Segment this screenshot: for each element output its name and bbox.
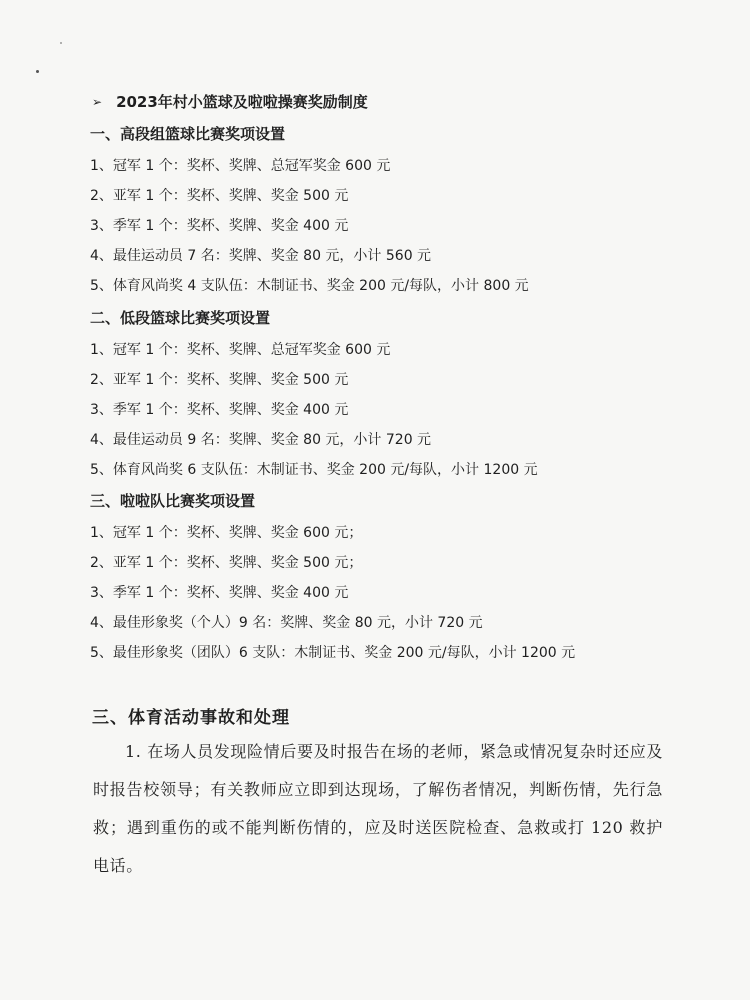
- list-item: 4、最佳运动员 9 名：奖牌、奖金 80 元，小计 720 元: [90, 432, 432, 448]
- list-item: 4、最佳运动员 7 名：奖牌、奖金 80 元，小计 560 元: [90, 248, 432, 264]
- list-item: 5、体育风尚奖 4 支队伍：木制证书、奖金 200 元/每队，小计 800 元: [90, 278, 529, 294]
- award-list: [90, 518, 710, 668]
- list-item: 2、亚军 1 个：奖杯、奖牌、奖金 500 元；: [90, 555, 363, 571]
- list-item: 4、最佳形象奖（个人）9 名：奖牌、奖金 80 元，小计 720 元: [90, 615, 483, 631]
- scan-speck: [60, 42, 62, 44]
- document-title: [92, 91, 368, 112]
- list-item: 2、亚军 1 个：奖杯、奖牌、奖金 500 元: [90, 188, 349, 204]
- award-list: [90, 335, 710, 485]
- list-item: 5、体育风尚奖 6 支队伍：木制证书、奖金 200 元/每队，小计 1200 元: [90, 462, 538, 478]
- list-item: 3、季军 1 个：奖杯、奖牌、奖金 400 元: [90, 585, 349, 601]
- scan-speck: [36, 70, 39, 73]
- list-item: 3、季军 1 个：奖杯、奖牌、奖金 400 元: [90, 402, 349, 418]
- list-item: 5、最佳形象奖（团队）6 支队：木制证书、奖金 200 元/每队，小计 1200 元: [90, 645, 576, 661]
- section-heading: 二、低段篮球比赛奖项设置: [90, 309, 271, 327]
- list-item: 1、冠军 1 个：奖杯、奖牌、奖金 600 元；: [90, 525, 363, 541]
- list-item: 2、亚军 1 个：奖杯、奖牌、奖金 500 元: [90, 372, 349, 388]
- award-list: [90, 151, 710, 301]
- section-senior-basketball: [90, 121, 710, 301]
- list-item: 1、冠军 1 个：奖杯、奖牌、总冠军奖金 600 元: [90, 342, 391, 358]
- section-heading: 一、高段组篮球比赛奖项设置: [90, 125, 286, 143]
- list-item: 1、冠军 1 个：奖杯、奖牌、总冠军奖金 600 元: [90, 158, 391, 174]
- section-junior-basketball: [90, 305, 710, 485]
- body-paragraph: 1. 在场人员发现险情后要及时报告在场的老师，紧急或情况复杂时还应及时报告校领导；有关教师应立即到达现场，了解伤者情况，判断伤情，先行急救；遇到重伤的或不能判断伤情的，应及时送医院检查、急救或打 120 救护电话。: [93, 742, 663, 875]
- section-heading: 三、啦啦队比赛奖项设置: [90, 492, 256, 510]
- section-cheerleading: [90, 488, 710, 668]
- arrow-bullet-icon: ➢: [92, 94, 103, 109]
- document-title-text: 2023年村小篮球及啦啦操赛奖励制度: [116, 93, 368, 111]
- list-item: 3、季军 1 个：奖杯、奖牌、奖金 400 元: [90, 218, 349, 234]
- main-heading-accidents: 三、体育活动事故和处理: [92, 708, 290, 728]
